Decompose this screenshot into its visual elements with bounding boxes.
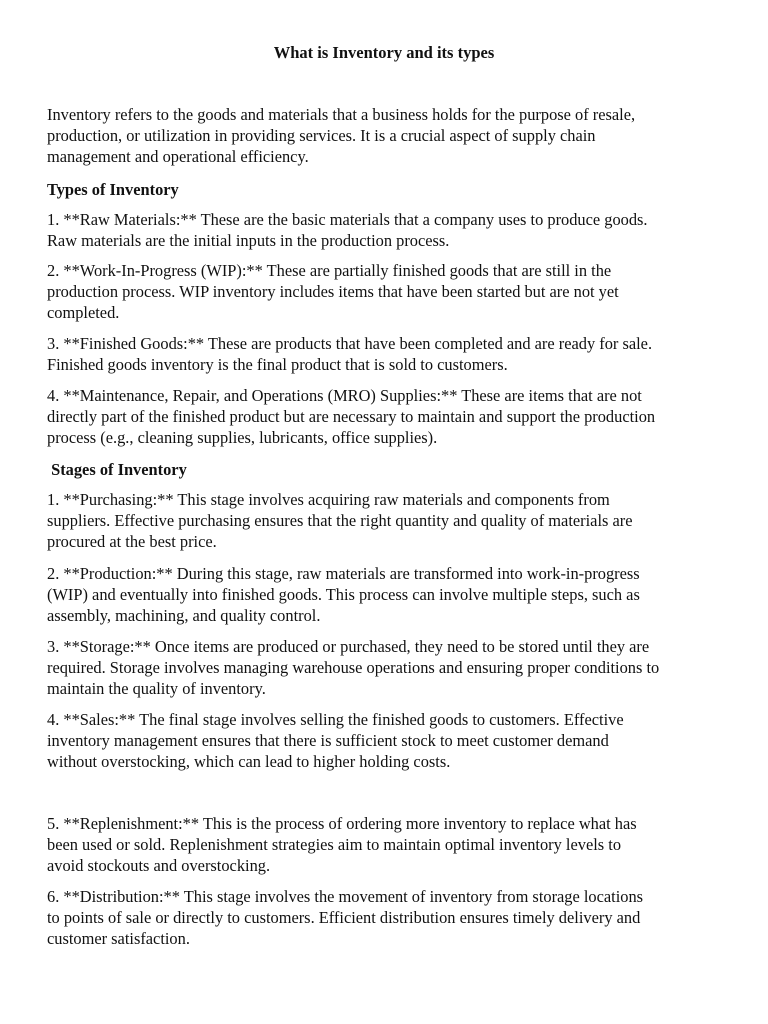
stage-item-sales: 4. **Sales:** The final stage involves selling the finished goods to customers. Effective inventory management ensures that there is sufficient stock to meet customer demand without overstocking, which can lead to higher holding costs. (47, 710, 624, 772)
stages-heading: Stages of Inventory (47, 460, 187, 479)
types-heading: Types of Inventory (47, 180, 179, 199)
stage-item-replenishment: 5. **Replenishment:** This is the process of ordering more inventory to replace what has been used or sold. Replenishment strategies aim to maintain optimal inventory levels to avoid stockouts and overstocking. (47, 814, 637, 876)
intro-paragraph: Inventory refers to the goods and materials that a business holds for the purpose of resale, production, or utilization in providing services. It is a crucial aspect of supply chain management and operational efficiency. (47, 105, 636, 167)
stage-item-storage: 3. **Storage:** Once items are produced or purchased, they need to be stored until they are required. Storage involves managing warehouse operations and ensuring proper conditions to maintain the quality of inventory. (47, 637, 660, 699)
stage-item-production: 2. **Production:** During this stage, raw materials are transformed into work-in-progress (WIP) and eventually into finished goods. This process can involve multiple steps, such as assembly, machining, and quality control. (47, 564, 640, 626)
type-item-finished-goods: 3. **Finished Goods:** These are products that have been completed and are ready for sale. Finished goods inventory is the final product that is sold to customers. (47, 334, 653, 375)
type-item-raw-materials: 1. **Raw Materials:** These are the basic materials that a company uses to produce goods. Raw materials are the initial inputs in the production process. (47, 210, 648, 251)
page-title: What is Inventory and its types (273, 43, 495, 62)
type-item-wip: 2. **Work-In-Progress (WIP):** These are partially finished goods that are still in the production process. WIP inventory includes items that have been started but are not yet completed. (47, 261, 619, 323)
type-item-mro-supplies: 4. **Maintenance, Repair, and Operations (MRO) Supplies:** These are items that are not directly part of the finished product but are necessary to maintain and support the production process (e.g., cleaning supplies, lubricants, office supplies). (47, 386, 656, 448)
stage-item-distribution: 6. **Distribution:** This stage involves the movement of inventory from storage locations to points of sale or directly to customers. Efficient distribution ensures timely delivery and customer satisfaction. (47, 887, 644, 949)
stage-item-purchasing: 1. **Purchasing:** This stage involves acquiring raw materials and components from suppliers. Effective purchasing ensures that the right quantity and quality of materials are procured at the best price. (47, 490, 633, 552)
